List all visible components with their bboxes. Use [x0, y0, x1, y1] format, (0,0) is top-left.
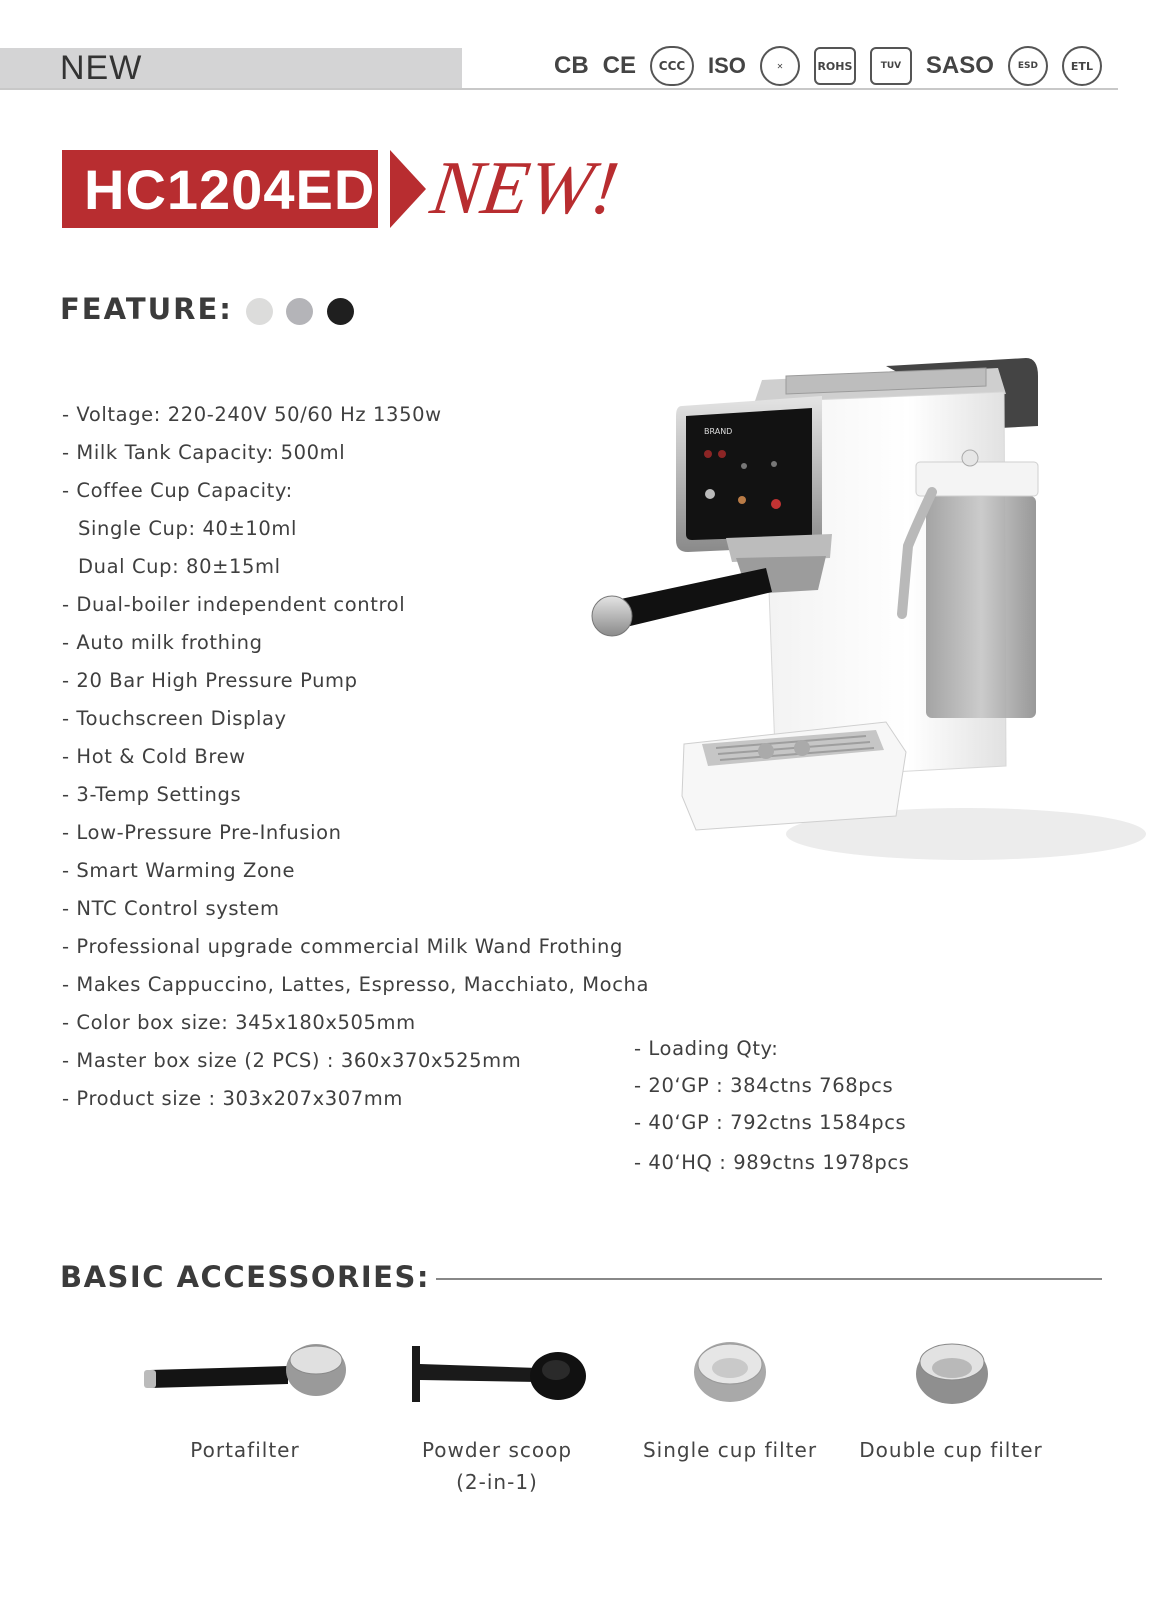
certification-logos — [554, 46, 1102, 86]
rohs-cert-icon: ROHS — [814, 47, 856, 85]
double-cup-filter-image — [912, 1336, 992, 1408]
feature-item: - Touchscreen Display — [62, 707, 287, 730]
accessories-heading: BASIC ACCESSORIES: — [60, 1260, 430, 1294]
feature-item: - Auto milk frothing — [62, 631, 263, 654]
accessory-label-powder-scoop: Powder scoop (2-in-1) — [421, 1438, 573, 1494]
feature-item: - Professional upgrade commercial Milk Wand Frothing — [62, 935, 623, 958]
single-cup-filter-image — [690, 1336, 770, 1408]
brand-label: BRAND — [704, 427, 733, 436]
feature-item: - Dual-boiler independent control — [62, 593, 406, 616]
portafilter-image — [142, 1336, 352, 1406]
feature-item: - NTC Control system — [62, 897, 280, 920]
accessory-label-single-cup-filter: Single cup filter — [642, 1438, 818, 1462]
new-tag: NEW — [60, 49, 143, 87]
iso-cert-icon: ISO — [708, 53, 746, 78]
tuv-cert-icon: TUV — [870, 47, 912, 85]
feature-item: Single Cup: 40±10ml — [78, 517, 298, 540]
feature-item: - 20 Bar High Pressure Pump — [62, 669, 358, 692]
header-divider — [0, 88, 1118, 90]
new-badge: NEW! — [426, 146, 624, 230]
accessory-label-portafilter: Portafilter — [190, 1438, 300, 1462]
feature-item: - 3-Temp Settings — [62, 783, 242, 806]
color-swatch-black — [327, 298, 354, 325]
espresso-machine-image — [586, 346, 1146, 876]
feature-item: - Smart Warming Zone — [62, 859, 296, 882]
saso-cert-icon: SASO — [925, 52, 994, 79]
loading-item: - 40‘GP : 792ctns 1584pcs — [634, 1111, 907, 1134]
cb-cert-icon: CB — [554, 52, 589, 79]
ccc-cert-icon: CCC — [650, 46, 694, 86]
feature-item: - Hot & Cold Brew — [62, 745, 246, 768]
feature-item: Dual Cup: 80±15ml — [78, 555, 281, 578]
loading-qty-list — [634, 1030, 909, 1181]
feature-item: - Color box size: 345x180x505mm — [62, 1011, 416, 1034]
feature-item: - Milk Tank Capacity: 500ml — [62, 441, 346, 464]
accessory-label-double-cup-filter: Double cup filter — [859, 1438, 1043, 1462]
feature-heading: FEATURE: — [60, 292, 233, 326]
etl-cert-icon: ETL — [1062, 46, 1102, 86]
feature-item: - Coffee Cup Capacity: — [62, 479, 293, 502]
loading-item: - 40‘HQ : 989ctns 1978pcs — [634, 1151, 910, 1174]
model-number: HC1204ED — [62, 150, 378, 228]
accessories-divider — [436, 1278, 1102, 1280]
loading-item: - 20‘GP : 384ctns 768pcs — [634, 1074, 894, 1097]
feature-item: - Makes Cappuccino, Lattes, Espresso, Macchiato, Mocha — [62, 973, 650, 996]
loading-item: - Loading Qty: — [634, 1037, 779, 1060]
food-safe-cert-icon: ✕ — [760, 46, 800, 86]
color-swatch-white — [246, 298, 273, 325]
feature-item: - Master box size (2 PCS) : 360x370x525mm — [62, 1049, 522, 1072]
feature-item: - Voltage: 220-240V 50/60 Hz 1350w — [62, 403, 442, 426]
esd-cert-icon: ESD — [1008, 46, 1048, 86]
feature-item: - Low-Pressure Pre-Infusion — [62, 821, 342, 844]
color-swatch-grey — [286, 298, 313, 325]
arrow-icon — [390, 150, 426, 228]
powder-scoop-image — [408, 1340, 598, 1410]
ce-cert-icon: CE — [602, 52, 637, 79]
feature-list — [62, 396, 649, 1118]
feature-item: - Product size : 303x207x307mm — [62, 1087, 403, 1110]
